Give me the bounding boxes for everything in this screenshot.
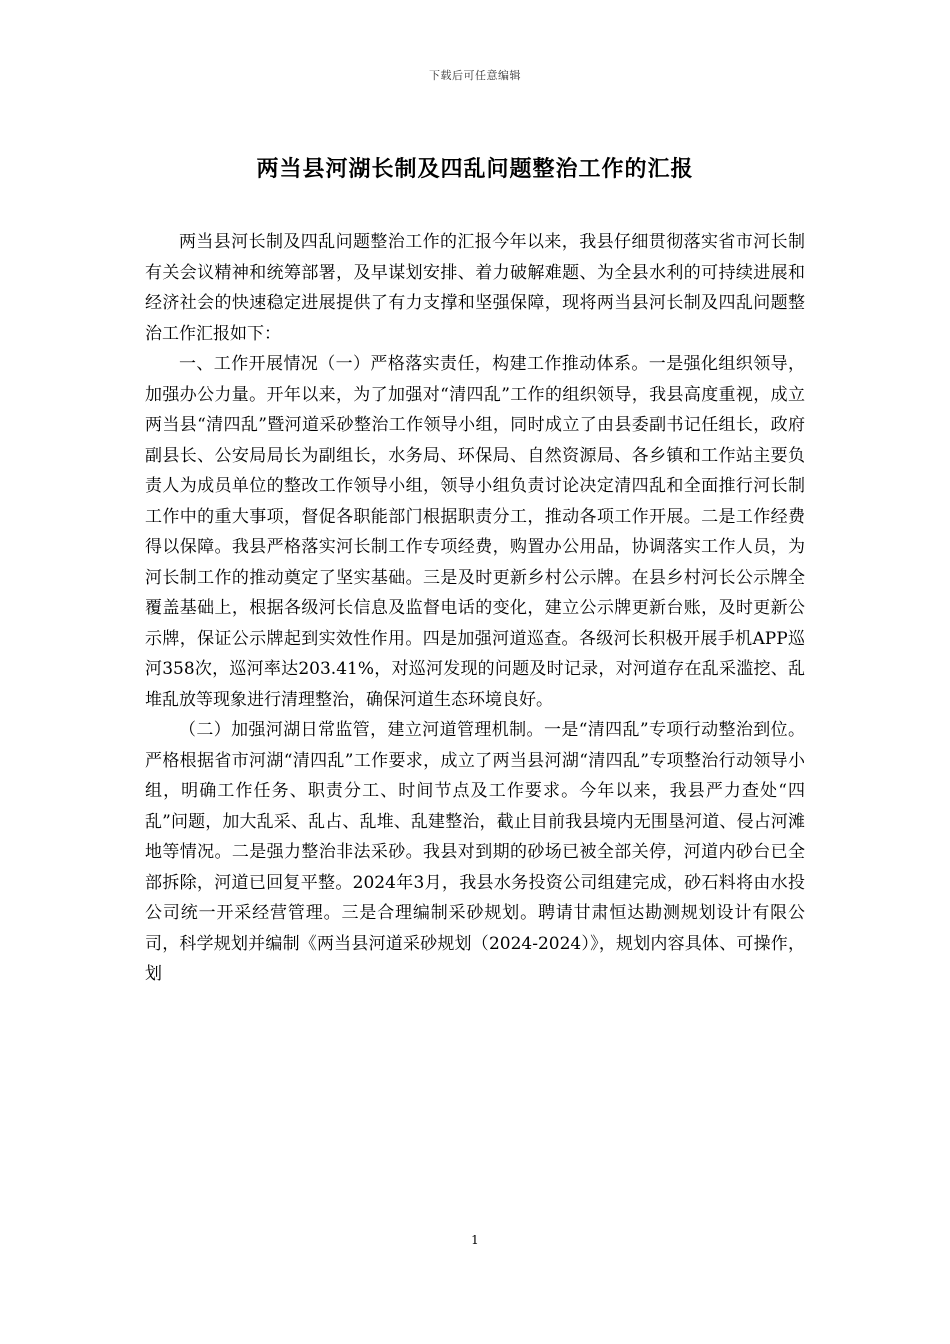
paragraph-intro: 两当县河长制及四乱问题整治工作的汇报今年以来，我县仔细贯彻落实省市河长制有关会议精神和统筹部署，及早谋划安排、着力破解难题、为全县水利的可持续进展和经济社会的快速稳定进展提供了有力支撑和坚强保障，现将两当县河长制及四乱问题整治工作汇报如下： (145, 232, 805, 344)
paragraph-section-2: （二）加强河湖日常监管，建立河道管理机制。一是“清四乱”专项行动整治到位。严格根据省市河湖“清四乱”工作要求，成立了两当县河湖“清四乱”专项整治行动领导小组，明确工作任务、职责分工、时间节点及工作要求。今年以来，我县严力查处“四乱”问题，加大乱采、乱占、乱堆、乱建整治，截止目前我县境内无围垦河道、侵占河滩地等情况。二是强力整治非法采砂。我县对到期的砂场已被全部关停，河道内砂台已全部拆除，河道已回复平整。2024年3月，我县水务投资公司组建完成，砂石料将由水投公司统一开采经营管理。三是合理编制采砂规划。聘请甘肃恒达勘测规划设计有限公司，科学规划并编制《两当县河道采砂规划（2024-2024）》，规划内容具体、可操作，划 (145, 720, 805, 984)
paragraph-section-1: 一、工作开展情况（一）严格落实责任，构建工作推动体系。一是强化组织领导，加强办公力量。开年以来，为了加强对“清四乱”工作的组织领导，我县高度重视，成立两当县“清四乱”暨河道采砂整治工作领导小组，同时成立了由县委副书记任组长，政府副县长、公安局局长为副组长，水务局、环保局、自然资源局、各乡镇和工作站主要负责人为成员单位的整改工作领导小组，领导小组负责讨论决定清四乱和全面推行河长制工作中的重大事项，督促各职能部门根据职责分工，推动各项工作开展。二是工作经费得以保障。我县严格落实河长制工作专项经费，购置办公用品，协调落实工作人员，为河长制工作的推动奠定了坚实基础。三是及时更新乡村公示牌。在县乡村河长公示牌全覆盖基础上，根据各级河长信息及监督电话的变化，建立公示牌更新台账，及时更新公示牌，保证公示牌起到实效性作用。四是加强河道巡查。各级河长积极开展手机APP巡河358次，巡河率达203.41%，对巡河发现的问题及时记录，对河道存在乱采滥挖、乱堆乱放等现象进行清理整治，确保河道生态环境良好。 (145, 354, 805, 710)
document-title: 两当县河湖长制及四乱问题整治工作的汇报 (256, 156, 694, 182)
document-body (145, 227, 805, 990)
page-number: 1 (471, 1233, 479, 1247)
header-note: 下载后可任意编辑 (429, 69, 521, 82)
